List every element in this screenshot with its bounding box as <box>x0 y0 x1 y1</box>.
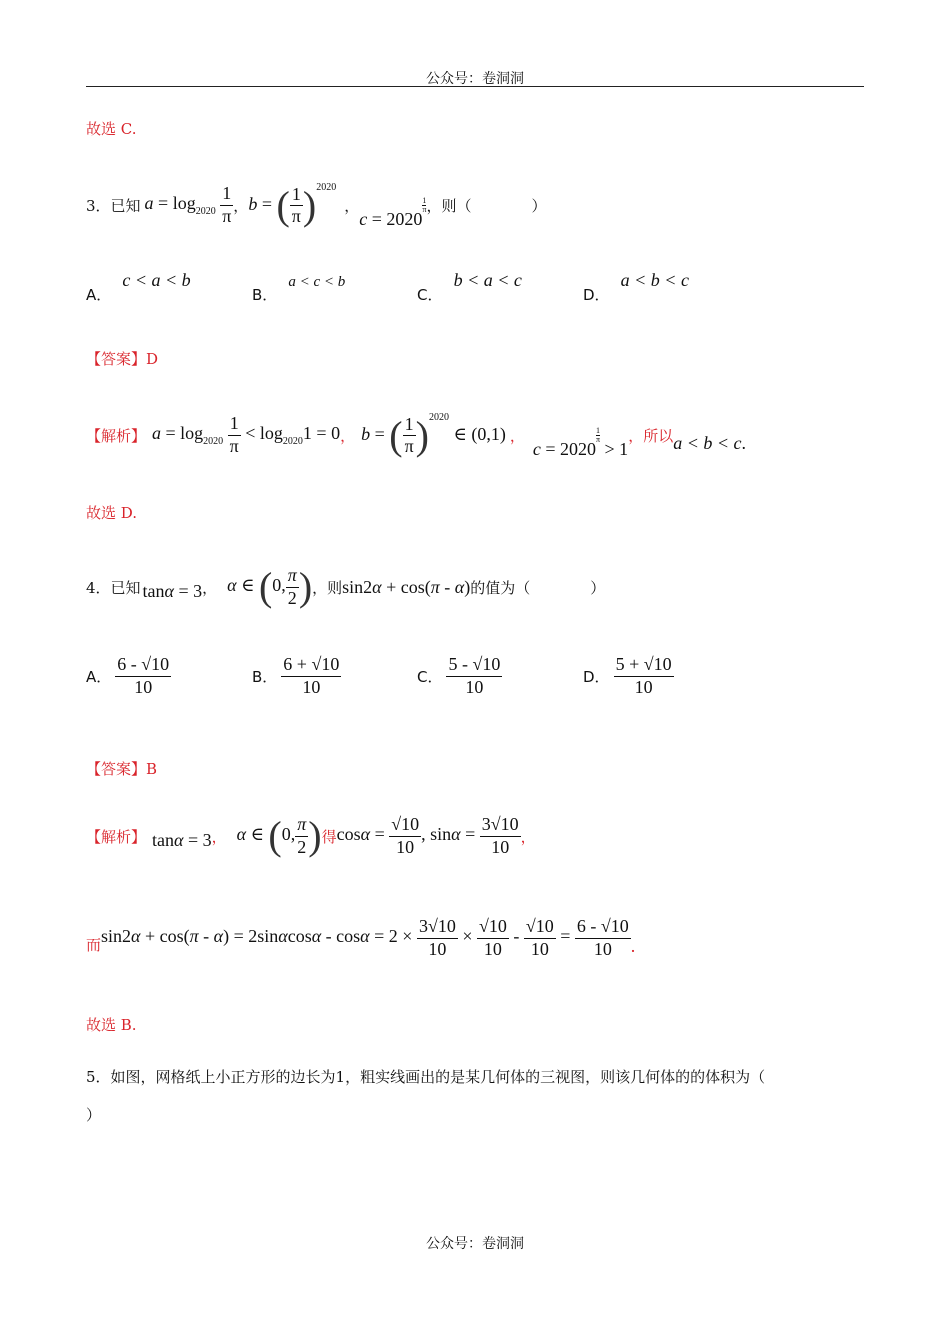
question-4-mid: ，则 <box>312 578 343 597</box>
q4-interval: α ∈ (0, $\frac{\pi}{2}$ ) <box>227 564 313 609</box>
question-3-tail: ，则（ ） <box>426 196 547 215</box>
question-4-analysis: 【解析】 tanα = 3 ， α ∈ (0, $\frac{\pi}{2}$ ) 得 cosα = $\frac{√10}{10}$ , sinα = $\frac{3√10}{10}$ ， <box>86 813 536 858</box>
question-4-derivation: 而 sin2α + cos(π - α) = 2sinαcosα - cosα = 2 × $\frac{3√10}{10}$ × $\frac{√10}{10}$ - $\frac{√10}{10}$ = $\frac{6 - √10}{10}$ . <box>86 915 636 959</box>
answer-value: B <box>146 760 158 778</box>
option-b[interactable]: B． a < c < b <box>252 274 346 304</box>
analysis-tan: tanα = 3 <box>152 829 212 850</box>
analysis-conclusion-word: 所以 <box>643 426 674 445</box>
analysis-cos: cosα = $\frac{√10}{10}$ , sinα = $\frac{3√10}{10}$ <box>336 813 519 857</box>
question-3-number: 3．已知 <box>86 196 141 215</box>
page-footer: 公众号：卷洞洞 <box>426 1236 524 1252</box>
analysis-interval: α ∈ (0, $\frac{\pi}{2}$ ) <box>236 813 322 858</box>
answer-value: D <box>146 350 159 368</box>
analysis-er: 而 <box>86 935 102 954</box>
question-5-line-1: 5．如图，网格纸上小正方形的边长为1，粗实线画出的是某几何体的三视图，则该几何体的的体积为（ <box>86 1068 766 1086</box>
q4-target-expr: sin2α + cos(π - α) <box>342 576 471 597</box>
question-3-options <box>86 270 864 304</box>
derivation-expr: sin2α + cos(π - α) = 2sinαcosα - cosα = 2 × $\frac{3√10}{10}$ × $\frac{√10}{10}$ - $\frac{√10}{10}$ = $\frac{6 - √10}{10}$ <box>101 915 629 959</box>
page-header: 公众号：卷洞洞 <box>426 71 524 87</box>
option-a[interactable]: A． c < a < b <box>86 270 191 304</box>
question-4-options <box>86 654 864 706</box>
question-4-answer <box>86 758 157 779</box>
q3-expr-b: b = ( $\frac{1}{\pi}$ )$^{2020}$ <box>248 182 337 228</box>
selection-b: 故选 B. <box>86 1016 137 1034</box>
option-c[interactable]: C． b < a < c <box>417 270 522 304</box>
analysis-expr-a: $a = \log_{2020}$ $\frac{1}{\pi}$ < $\log_{2020}1 = 0$ <box>152 412 341 456</box>
answer-label: 【答案】 <box>86 760 147 778</box>
option-d[interactable]: D． $\frac{5 + √10}{10}$ <box>583 654 672 697</box>
question-4-tail: 的值为（ ） <box>470 578 606 597</box>
analysis-label: 【解析】 <box>86 827 147 846</box>
header-rule <box>86 86 864 87</box>
q4-tan: tanα = 3 <box>142 580 203 601</box>
question-3-analysis: 【解析】 $a = \log_{2020}$ $\frac{1}{\pi}$ < $\log_{2020}1 = 0$ ， b = ( $\frac{1}{\pi}$ )$^{2020}$ ∈ (0,1) ， c = 2020 $\frac{1}{\pi}$ > 1 ， 所以 a < b < c . <box>86 412 747 459</box>
analysis-de: 得 <box>321 827 337 846</box>
selection-c: 故选 C. <box>86 120 137 138</box>
analysis-conclusion-expr: a < b < c <box>673 432 742 453</box>
analysis-label: 【解析】 <box>86 426 147 445</box>
analysis-expr-c: c = 2020 $\frac{1}{\pi}$ > 1 <box>532 425 629 459</box>
question-5-line-2: ） <box>86 1106 102 1124</box>
question-4: 4．已知 tanα = 3 ， α ∈ (0, $\frac{\pi}{2}$ ) ，则 sin2α + cos(π - α) 的值为（ ） <box>86 564 606 609</box>
question-3: 3．已知 $a = \log_{2020}$ $\frac{1}{\pi}$ ， b = ( $\frac{1}{\pi}$ )$^{2020}$ ， c = 2020 $\frac{1}{\pi}$ ，则（ ） <box>86 182 547 229</box>
q3-expr-c: c = 2020 $\frac{1}{\pi}$ <box>359 195 427 229</box>
q3-expr-a: $a = \log_{2020}$ $\frac{1}{\pi}$ <box>144 182 232 226</box>
question-4-number: 4．已知 <box>86 578 141 597</box>
option-d[interactable]: D． a < b < c <box>583 270 689 304</box>
option-a[interactable]: A． $\frac{6 - √10}{10}$ <box>86 654 170 697</box>
analysis-expr-b: b = ( $\frac{1}{\pi}$ )$^{2020}$ ∈ (0,1) <box>361 412 506 458</box>
option-b[interactable]: B． $\frac{6 + √10}{10}$ <box>252 654 340 697</box>
question-3-answer <box>86 348 158 369</box>
answer-label: 【答案】 <box>86 350 147 368</box>
selection-d: 故选 D. <box>86 504 138 522</box>
option-c[interactable]: C． $\frac{5 - √10}{10}$ <box>417 654 501 697</box>
